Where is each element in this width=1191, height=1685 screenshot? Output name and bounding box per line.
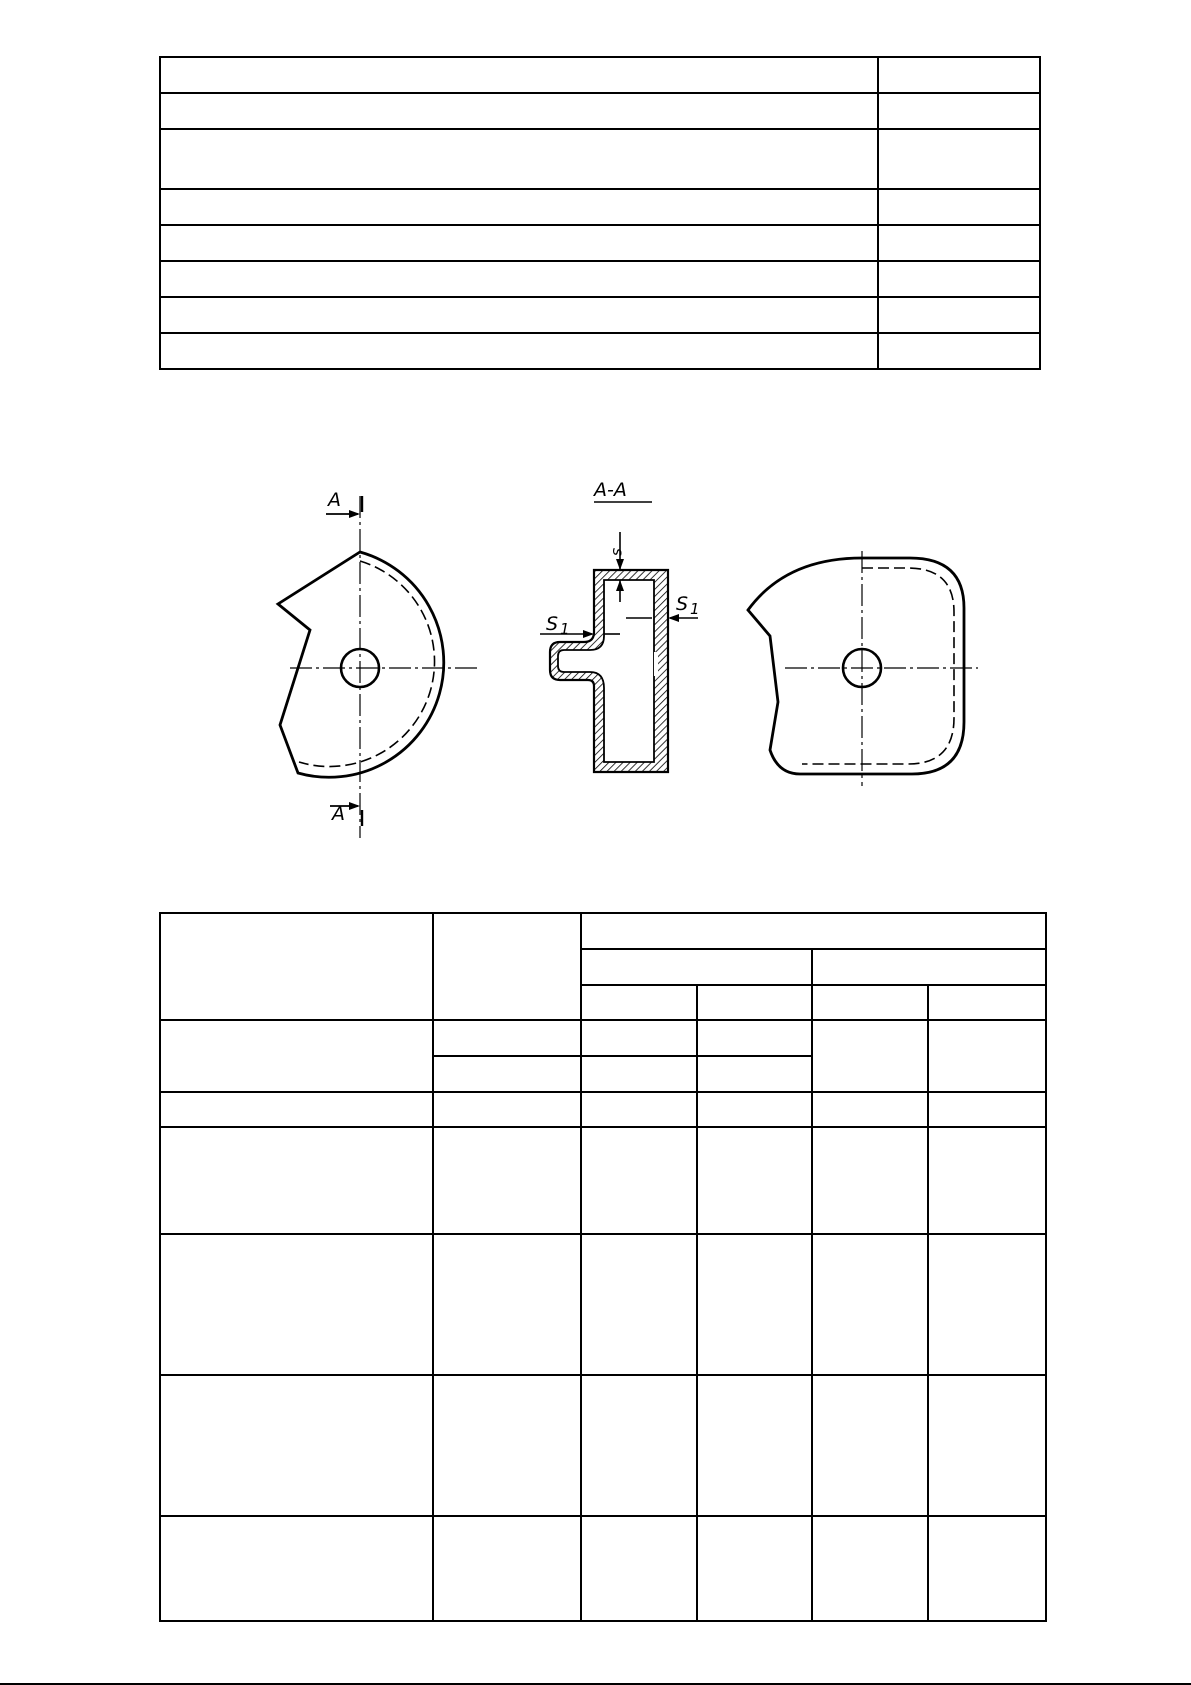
table-cell bbox=[160, 1375, 433, 1516]
table-cell bbox=[160, 1020, 433, 1092]
table-cell bbox=[928, 1092, 1046, 1127]
table-cell bbox=[928, 1020, 1046, 1092]
table-cell bbox=[697, 1516, 812, 1621]
table-cell bbox=[878, 189, 1040, 225]
dim-s-label: s bbox=[609, 548, 627, 556]
right-view bbox=[748, 551, 978, 786]
table-row bbox=[160, 225, 1040, 261]
table-row bbox=[160, 333, 1040, 369]
table-cell bbox=[581, 913, 1046, 949]
table-cell bbox=[812, 985, 928, 1020]
table-row bbox=[160, 57, 1040, 93]
dim-s1-right-label: S bbox=[676, 593, 689, 615]
table-cell bbox=[160, 93, 878, 129]
table-cell bbox=[433, 1127, 581, 1234]
table-row bbox=[160, 1375, 1046, 1516]
table-cell bbox=[928, 1516, 1046, 1621]
section-title: A-A bbox=[594, 479, 627, 501]
table-cell bbox=[878, 261, 1040, 297]
table-cell bbox=[160, 225, 878, 261]
table-cell bbox=[160, 1234, 433, 1375]
table-cell bbox=[160, 913, 433, 1020]
table-cell bbox=[160, 297, 878, 333]
bottom-blank-table bbox=[159, 912, 1047, 1622]
section-marker-bottom: A bbox=[332, 803, 345, 825]
table-row bbox=[160, 1127, 1046, 1234]
table-row bbox=[160, 1092, 1046, 1127]
table-cell bbox=[697, 1020, 812, 1056]
table-cell bbox=[433, 1516, 581, 1621]
table-cell bbox=[812, 1516, 928, 1621]
table-cell bbox=[433, 913, 581, 1020]
table-cell bbox=[160, 129, 878, 189]
table-cell bbox=[928, 1127, 1046, 1234]
table-cell bbox=[581, 1092, 697, 1127]
table-cell bbox=[581, 1056, 697, 1092]
table-row bbox=[160, 261, 1040, 297]
table-row bbox=[160, 189, 1040, 225]
table-cell bbox=[160, 1516, 433, 1621]
table-cell bbox=[928, 1234, 1046, 1375]
table-cell bbox=[433, 1020, 581, 1056]
table-cell bbox=[697, 1127, 812, 1234]
table-row bbox=[160, 129, 1040, 189]
table-row bbox=[160, 1234, 1046, 1375]
table-row bbox=[160, 93, 1040, 129]
table-cell bbox=[928, 985, 1046, 1020]
section-marker-top: A bbox=[328, 489, 341, 511]
table-cell bbox=[697, 1056, 812, 1092]
dim-s1-right-subscript: 1 bbox=[690, 600, 700, 618]
table-cell bbox=[160, 333, 878, 369]
dim-s1-left-subscript: 1 bbox=[560, 620, 570, 638]
table-cell bbox=[878, 57, 1040, 93]
top-blank-table bbox=[159, 56, 1041, 370]
technical-drawing bbox=[240, 466, 1000, 846]
table-row bbox=[160, 1020, 1046, 1056]
table-cell bbox=[433, 1375, 581, 1516]
table-cell bbox=[812, 1375, 928, 1516]
table-cell bbox=[812, 1127, 928, 1234]
table-cell bbox=[878, 297, 1040, 333]
table-cell bbox=[878, 333, 1040, 369]
table-cell bbox=[581, 1516, 697, 1621]
table-cell bbox=[928, 1375, 1046, 1516]
table-cell bbox=[878, 129, 1040, 189]
table-cell bbox=[581, 1375, 697, 1516]
table-cell bbox=[581, 1234, 697, 1375]
table-cell bbox=[160, 1092, 433, 1127]
table-cell bbox=[812, 1020, 928, 1092]
table-cell bbox=[581, 985, 697, 1020]
table-cell bbox=[697, 985, 812, 1020]
dim-s1-left-label: S bbox=[546, 613, 559, 635]
table-cell bbox=[160, 1127, 433, 1234]
table-cell bbox=[433, 1234, 581, 1375]
table-row bbox=[160, 913, 1046, 949]
table-cell bbox=[160, 189, 878, 225]
left-view bbox=[278, 496, 478, 838]
table-cell bbox=[581, 1020, 697, 1056]
table-cell bbox=[433, 1056, 581, 1092]
table-cell bbox=[581, 949, 812, 985]
table-cell bbox=[878, 225, 1040, 261]
table-cell bbox=[433, 1092, 581, 1127]
table-cell bbox=[697, 1092, 812, 1127]
table-cell bbox=[581, 1127, 697, 1234]
table-cell bbox=[878, 93, 1040, 129]
table-cell bbox=[160, 57, 878, 93]
table-cell bbox=[697, 1375, 812, 1516]
table-cell bbox=[812, 1234, 928, 1375]
table-row bbox=[160, 297, 1040, 333]
table-row bbox=[160, 1516, 1046, 1621]
table-cell bbox=[697, 1234, 812, 1375]
table-cell bbox=[812, 1092, 928, 1127]
table-cell bbox=[160, 261, 878, 297]
table-cell bbox=[812, 949, 1046, 985]
